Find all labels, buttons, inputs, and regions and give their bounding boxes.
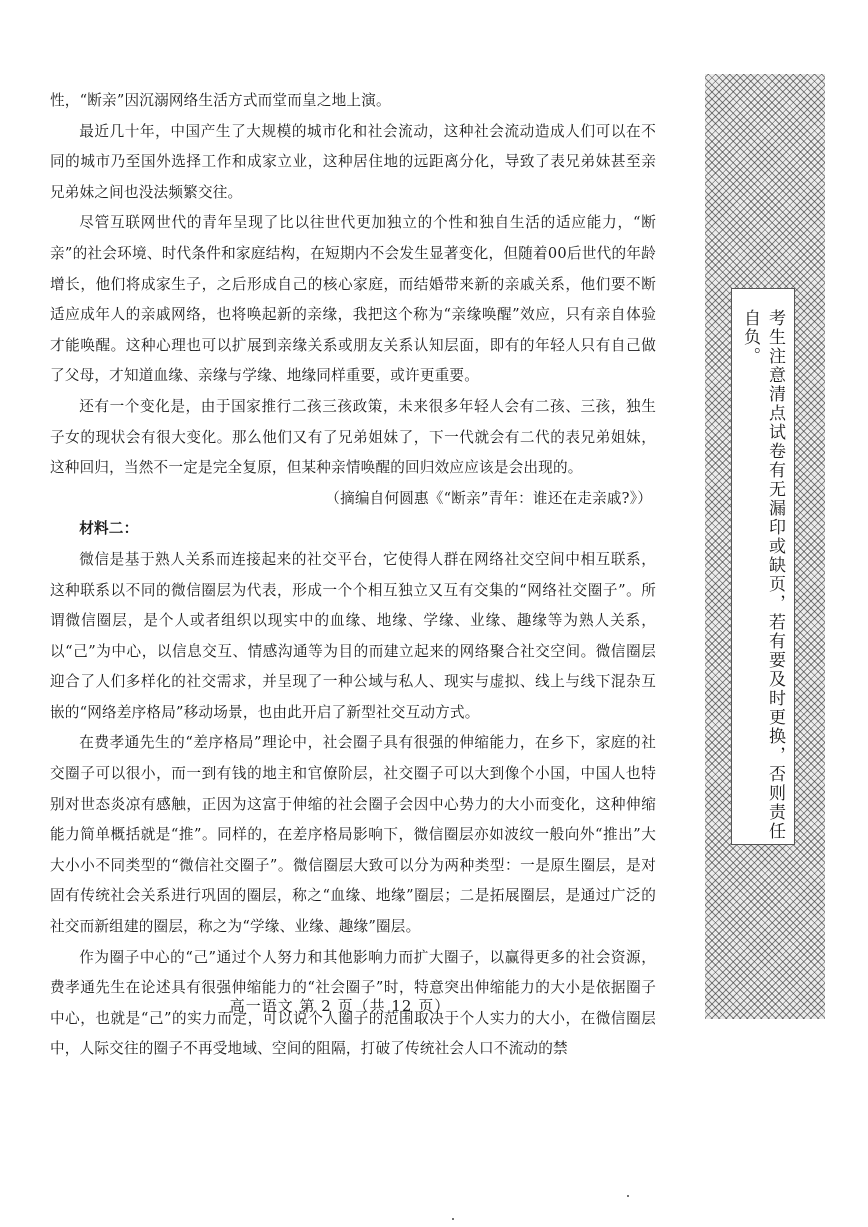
page-footer: 高一语文 第 2 页（共 12 页） xyxy=(229,997,451,1015)
side-notice-box xyxy=(731,288,795,845)
main-text-column xyxy=(50,86,656,1065)
paragraph: 尽管互联网世代的青年呈现了比以往世代更加独立的个性和独自生活的适应能力，“断亲”的社会环境、时代条件和家庭结构，在短期内不会发生显著变化，但随着00后世代的年龄增长，他们将成家生子，之后形成自己的核心家庭，而结婚带来新的亲戚关系，他们要不断适应成年人的亲戚网络，也将唤起新的亲缘，我把这个称为“亲缘唤醒”效应，只有亲自体验才能唤醒。这种心理也可以扩展到亲缘关系或朋友关系认知层面，即有的年轻人只有自己做了父母，才知道血缘、亲缘与学缘、地缘同样重要，或许更重要。 xyxy=(50,214,656,385)
scan-speck xyxy=(627,1195,629,1197)
paragraph: 在费孝通先生的“差序格局”理论中，社会圈子具有很强的伸缩能力，在乡下，家庭的社交圈子可以很小，而一到有钱的地主和官僚阶层，社交圈子可以大到像个小国，中国人也特别对世态炎凉有感触，正因为这富于伸缩的社会圈子会因中心势力的大小而变化，这种伸缩能力简单概括就是“推”。同样的，在差序格局影响下，微信圈层亦如波纹一般向外“推出”大大小小不同类型的“微信社交圈子”。微信圈层大致可以分为两种类型：一是原生圈层，是对固有传统社会关系进行巩固的圈层，称之“血缘、地缘”圈层；二是拓展圈层，是通过广泛的社交而新组建的圈层，称之为“学缘、业缘、趣缘”圈层。 xyxy=(50,734,656,936)
side-notice-text: 考生注意清点试卷有无漏印或缺页，若有要及时更换，否则责任自负。 xyxy=(740,309,785,841)
paragraph: 微信是基于熟人关系而连接起来的社交平台，它使得人群在网络社交空间中相互联系，这种联系以不同的微信圈层为代表，形成一个个相互独立又互有交集的“网络社交圈子”。所谓微信圈层，是个人或者组织以现实中的血缘、地缘、学缘、业缘、趣缘等为熟人关系，以“己”为中心，以信息交互、情感沟通等为目的而建立起来的网络聚合社交空间。微信圈层迎合了人们多样化的社交需求，并呈现了一种公域与私人、现实与虚拟、线上与线下混杂互嵌的“网络差序格局”移动场景，也由此开启了新型社交互动方式。 xyxy=(50,550,656,721)
section-heading: 材料二： xyxy=(79,520,139,538)
paragraph: 作为圈子中心的“己”通过个人努力和其他影响力而扩大圈子，以赢得更多的社会资源，费孝通先生在论述具有很强伸缩能力的“社会圈子”时，特意突出伸缩能力的大小是依据圈子中心，也就是“己”的实力而定，可以说个人圈子的范围取决于个人实力的大小，在微信圈层中，人际交往的圈子不再受地域、空间的阻隔，打破了传统社会人口不流动的禁 xyxy=(50,948,656,1058)
source-citation: （摘编自何圆惠《“断亲”青年：谁还在走亲戚?》） xyxy=(325,489,652,507)
paragraph: 还有一个变化是，由于国家推行二孩三孩政策，未来很多年轻人会有二孩、三孩，独生子女的现状会有很大变化。那么他们又有了兄弟姐妹了，下一代就会有二代的表兄弟姐妹，这种回归，当然不一定是完全复原，但某种亲情唤醒的回归效应应该是会出现的。 xyxy=(50,397,656,477)
paragraph: 性，“断亲”因沉溺网络生活方式而堂而皇之地上演。 xyxy=(50,92,391,109)
scan-speck xyxy=(452,1218,454,1220)
paragraph: 最近几十年，中国产生了大规模的城市化和社会流动，这种社会流动造成人们可以在不同的城市乃至国外选择工作和成家立业，这种居住地的远距离分化，导致了表兄弟妹甚至亲兄弟妹之间也没法频繁交往。 xyxy=(50,122,656,201)
